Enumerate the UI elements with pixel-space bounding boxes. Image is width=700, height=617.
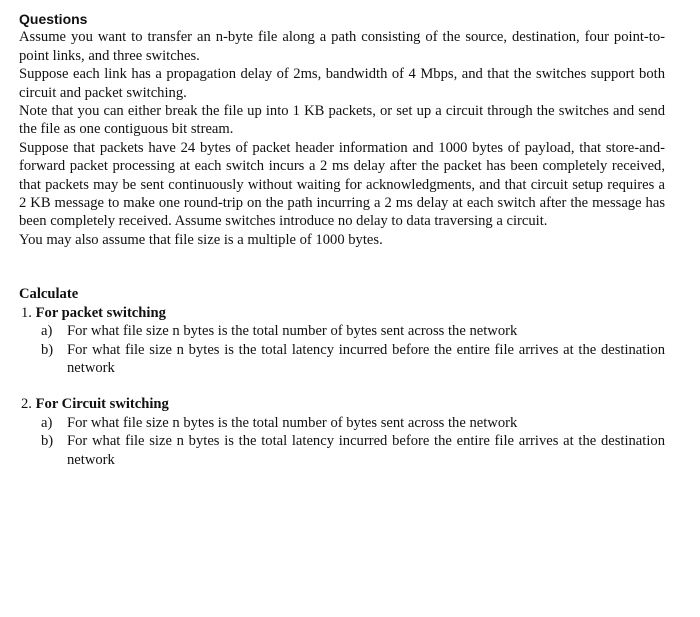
- section-label: For packet switching: [35, 304, 166, 321]
- sub-question-marker: a): [41, 414, 53, 431]
- section-circuit-switching: [19, 395, 665, 469]
- sub-question-text: For what file size n bytes is the total latency incurred before the entire file arrives at the destination network: [67, 433, 665, 468]
- sub-question: [19, 322, 665, 340]
- sub-question-marker: b): [41, 341, 54, 358]
- section-title: [21, 395, 665, 413]
- section-packet-switching: [19, 304, 665, 378]
- document: [19, 10, 665, 469]
- sub-question: [19, 414, 665, 432]
- sub-question-text: For what file size n bytes is the total number of bytes sent across the network: [67, 414, 518, 431]
- section-title: [21, 304, 665, 322]
- sub-question-list: [19, 322, 665, 377]
- sub-question-text: For what file size n bytes is the total latency incurred before the entire file arrives at the destination network: [67, 341, 665, 376]
- question-paragraph-path: Assume you want to transfer an n-byte file along a path consisting of the source, destination, four point-to-point links, and three switches.: [19, 29, 665, 64]
- sub-question-marker: a): [41, 323, 53, 340]
- question-paragraph-links: Suppose each link has a propagation delay of 2ms, bandwidth of 4 Mbps, and that the switches support both circuit and packet switching.: [19, 66, 665, 101]
- section-number: 1.: [21, 304, 32, 321]
- sub-question-text: For what file size n bytes is the total number of bytes sent across the network: [67, 323, 518, 340]
- calculate-heading: Calculate: [19, 286, 79, 303]
- section-number: 2.: [21, 396, 32, 413]
- question-paragraph-options: Note that you can either break the file up into 1 KB packets, or set up a circuit through the switches and send the file as one contiguous bit stream.: [19, 103, 665, 138]
- sub-question-marker: b): [41, 433, 54, 450]
- question-paragraph-file-size: You may also assume that file size is a multiple of 1000 bytes.: [19, 231, 383, 248]
- question-paragraph-assumptions: Suppose that packets have 24 bytes of packet header information and 1000 bytes of payload, that store-and-forward packet processing at each switch incurs a 2 ms delay after the packet has been completely received, that packets may be sent continuously without waiting for acknowledgments, and that circuit setup requires a 2 KB message to make one round-trip on the path incurring a 2 ms delay at each switch after the message has been completely received. Assume switches introduce no delay to data traversing a circuit.: [19, 139, 665, 230]
- questions-heading: Questions: [19, 11, 88, 27]
- sub-question: [19, 341, 665, 378]
- sub-question: [19, 432, 665, 469]
- section-label: For Circuit switching: [35, 396, 169, 413]
- sub-question-list: [19, 414, 665, 469]
